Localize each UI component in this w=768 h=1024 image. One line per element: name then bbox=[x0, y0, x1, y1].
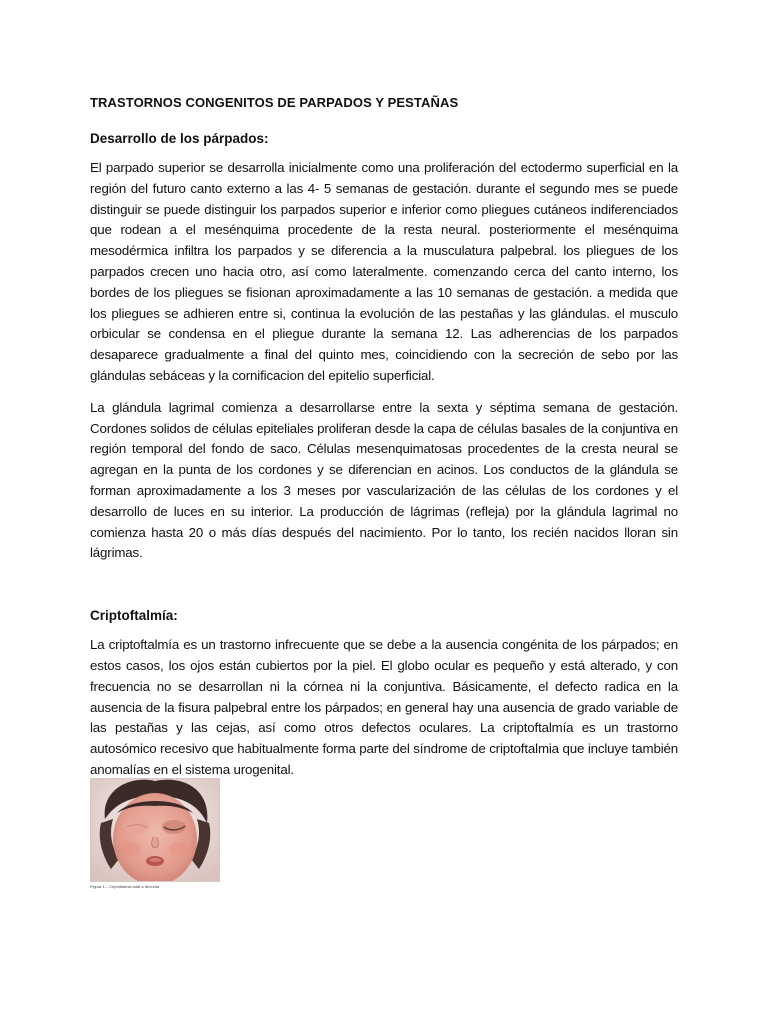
section-spacer bbox=[90, 575, 678, 605]
paragraph-desarrollo-2: La glándula lagrimal comienza a desarrollarse entre la sexta y séptima semana de gestación. Cordones solidos de células epiteliales proliferan desde la capa de células basales de la conjuntiva en región temporal del fondo de saco. Células mesenquimatosas procedentes de la cresta neural se agregan en la punta de los cordones y se diferencian en acinos. Los conductos de la glándula se forman aproximadamente a los 3 meses por vascularización de las células de los cordones y el desarrollo de luces en su interior. La producción de lágrimas (refleja) por la glándula lagrimal no comienza hasta 20 o más días después del nacimiento. Por lo tanto, los recién nacidos lloran sin lágrimas. bbox=[90, 399, 678, 561]
paragraph-criptoftalmia-1: La criptoftalmía es un trastorno infrecuente que se debe a la ausencia congénita de los párpados; en estos casos, los ojos están cubiertos por la piel. El globo ocular es pequeño y está alterado, y con frecuencia no se desarrollan ni la córnea ni la conjuntiva. Básicamente, el defecto radica en la ausencia de la fisura palpebral entre los párpados; en general hay una ausencia de grado variable de las pestañas y las cejas, así como otros defectos oculares. La criptoftalmía es un trastorno autosómico recesivo que habitualmente forma parte del síndrome de criptoftalmia que incluye también anomalías en el sistema urogenital. bbox=[90, 637, 678, 777]
section-heading-desarrollo: Desarrollo de los párpados: bbox=[90, 131, 269, 146]
figure-caption: Figura 1 – Criptoftalmia total a derecha bbox=[90, 884, 160, 889]
document-body bbox=[90, 92, 678, 792]
figure-criptoftalmia bbox=[90, 778, 222, 890]
infant-face-photo-image bbox=[91, 779, 219, 881]
paragraph-desarrollo-1: El parpado superior se desarrolla inicialmente como una proliferación del ectodermo superficial en la región del futuro canto externo a las 4- 5 semanas de gestación. durante el segundo mes se puede distinguir se puede distinguir los parpados superior e inferior como pliegues cutáneos indiferenciados que rodean a el mesénquima procedente de la resta neural. posteriormente el mesénquima mesodérmica infiltra los parpados y se diferencia a la musculatura palpebral. los pliegues de los parpados crecen uno hacia otro, así como lateralmente. comenzando cerca del canto interno, los bordes de los pliegues se fisionan aproximadamente a las 10 semanas de gestación. a medida que los pliegues se adhieren entre si, continua la evolución de las pestañas y las glándulas. el musculo orbicular se condensa en el pliegue durante la semana 12. Las adherencias de los parpados desaparece gradualmente a final del quinto mes, coincidiendo con la secreción de sebo por las glándulas sebáceas y la cornificacion del epitelio superficial. bbox=[90, 160, 678, 383]
document-title: TRASTORNOS CONGENITOS DE PARPADOS Y PESTAÑAS bbox=[90, 95, 459, 110]
section-heading-criptoftalmia: Criptoftalmía: bbox=[90, 608, 178, 624]
patient-photo bbox=[90, 778, 220, 882]
